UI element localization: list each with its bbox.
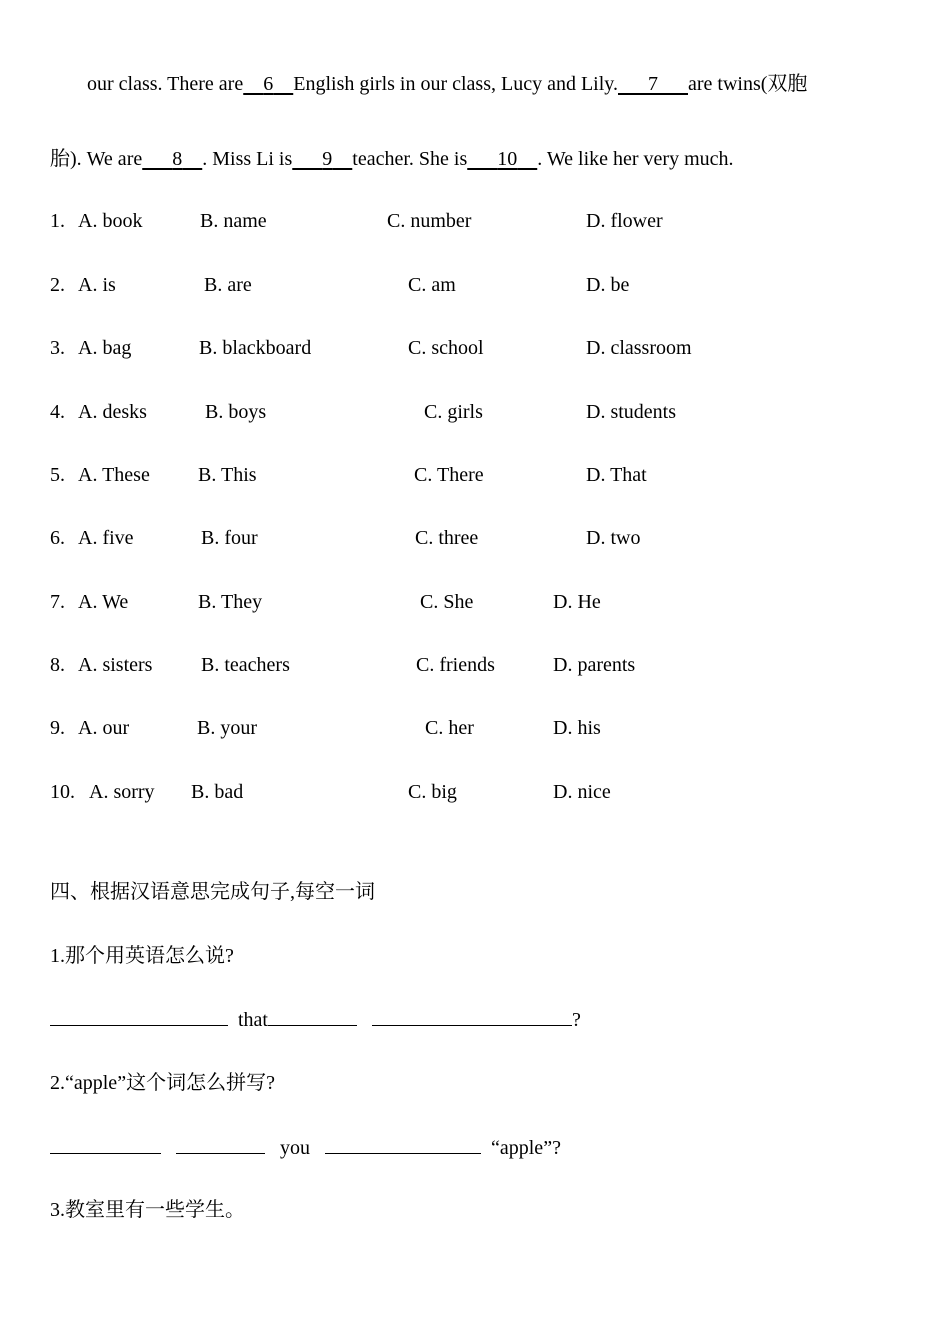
- question-number: 8.: [50, 654, 65, 676]
- prompt-1: 1.那个用英语怎么说?: [50, 945, 234, 967]
- passage-text: teacher. She is: [352, 148, 468, 170]
- option-b: B. bad: [191, 781, 244, 803]
- answer-blank[interactable]: [50, 1007, 228, 1026]
- option-d: D. classroom: [586, 337, 692, 359]
- option-a: A. sorry: [89, 781, 155, 803]
- passage-text: 胎). We are: [50, 148, 143, 170]
- option-b: B. are: [204, 274, 252, 296]
- passage-line-2: [50, 147, 734, 171]
- question-number: 10.: [50, 781, 75, 803]
- option-a: A. sisters: [78, 654, 153, 676]
- option-c: C. big: [408, 781, 457, 803]
- passage-text: English girls in our class, Lucy and Lily.: [293, 73, 618, 95]
- option-c: C. number: [387, 210, 472, 232]
- option-b: B. your: [197, 717, 257, 739]
- question-number: 5.: [50, 464, 65, 486]
- option-c: C. girls: [424, 401, 483, 423]
- passage-text: . We like her very much.: [537, 148, 734, 170]
- option-b: B. They: [198, 591, 263, 613]
- option-b: B. teachers: [201, 654, 290, 676]
- option-d: D. students: [586, 401, 676, 423]
- option-d: D. nice: [553, 781, 611, 803]
- option-d: D. be: [586, 274, 630, 296]
- option-d: D. flower: [586, 210, 663, 232]
- option-c: C. friends: [416, 654, 495, 676]
- blank-6: 6: [263, 73, 274, 95]
- option-a: A. five: [78, 527, 134, 549]
- question-number: 1.: [50, 210, 65, 232]
- question-number: 6.: [50, 527, 65, 549]
- option-a: A. book: [78, 210, 143, 232]
- question-number: 3.: [50, 337, 65, 359]
- end-mark: ?: [572, 1009, 581, 1031]
- option-b: B. This: [198, 464, 257, 486]
- answer-blank[interactable]: [176, 1135, 265, 1154]
- given-word: you: [280, 1137, 310, 1159]
- option-a: A. is: [78, 274, 116, 296]
- prompt-3: 3.教室里有一些学生。: [50, 1199, 245, 1221]
- end-mark: “apple”?: [491, 1137, 561, 1159]
- blank-8: 8: [172, 148, 183, 170]
- answer-blank[interactable]: [372, 1007, 572, 1026]
- option-d: D. He: [553, 591, 601, 613]
- given-word: that: [238, 1009, 268, 1031]
- blank-10: 10: [497, 148, 518, 170]
- option-c: C. There: [414, 464, 484, 486]
- passage-text: . Miss Li is: [202, 148, 293, 170]
- question-number: 2.: [50, 274, 65, 296]
- answer-blank[interactable]: [268, 1007, 357, 1026]
- option-b: B. four: [201, 527, 258, 549]
- option-c: C. her: [425, 717, 474, 739]
- blank-7: 7: [648, 73, 658, 95]
- option-d: D. parents: [553, 654, 636, 676]
- passage-text: our class. There are: [87, 73, 244, 95]
- option-c: C. am: [408, 274, 456, 296]
- answer-line-1: [50, 1007, 581, 1032]
- answer-blank[interactable]: [325, 1135, 481, 1154]
- option-b: B. name: [200, 210, 267, 232]
- option-c: C. three: [415, 527, 479, 549]
- option-b: B. blackboard: [199, 337, 312, 359]
- option-c: C. school: [408, 337, 484, 359]
- option-b: B. boys: [205, 401, 267, 423]
- passage-text: are twins(双胞: [688, 73, 808, 95]
- section-heading: 四、根据汉语意思完成句子,每空一词: [50, 881, 375, 903]
- option-d: D. two: [586, 527, 641, 549]
- option-d: D. That: [586, 464, 647, 486]
- option-a: A. We: [78, 591, 129, 613]
- question-number: 7.: [50, 591, 65, 613]
- question-number: 4.: [50, 401, 65, 423]
- option-d: D. his: [553, 717, 601, 739]
- question-number: 9.: [50, 717, 65, 739]
- passage-line-1: [87, 72, 807, 96]
- answer-blank[interactable]: [50, 1135, 161, 1154]
- option-a: A. These: [78, 464, 150, 486]
- answer-line-2: [50, 1135, 561, 1160]
- option-a: A. our: [78, 717, 130, 739]
- option-a: A. desks: [78, 401, 147, 423]
- option-c: C. She: [420, 591, 474, 613]
- blank-9: 9: [322, 148, 333, 170]
- prompt-2: 2.“apple”这个词怎么拼写?: [50, 1072, 275, 1094]
- option-a: A. bag: [78, 337, 132, 359]
